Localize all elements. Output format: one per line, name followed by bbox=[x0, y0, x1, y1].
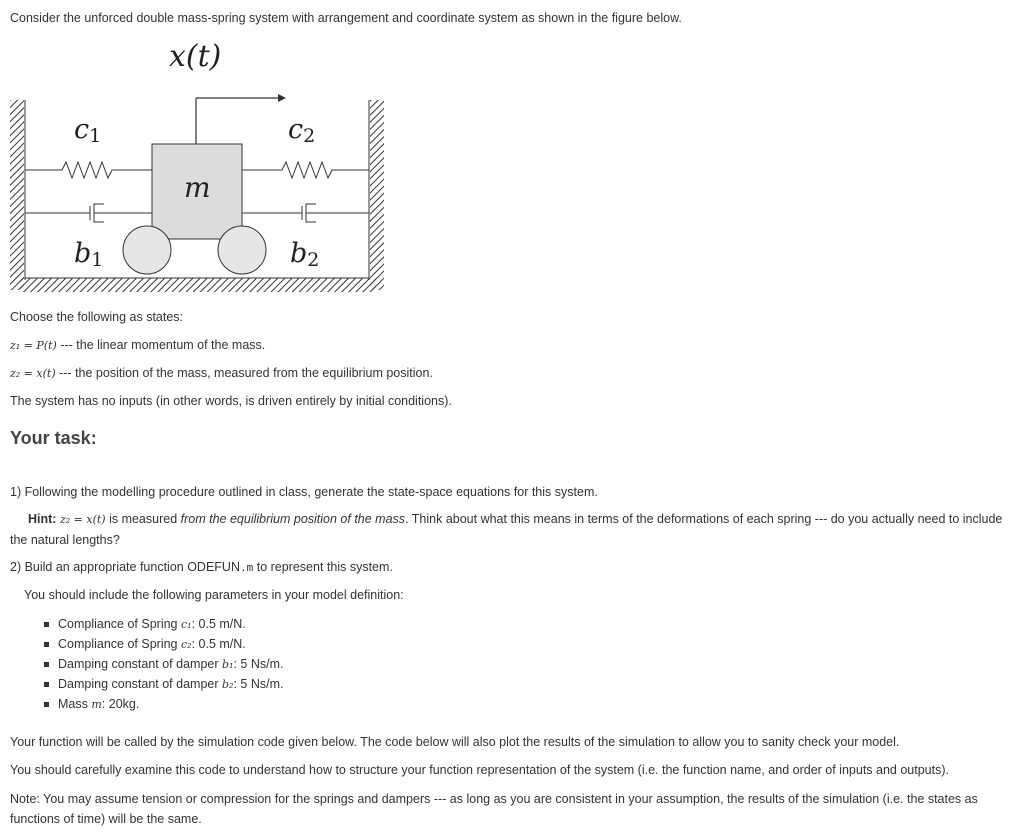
intro-text: Consider the unforced double mass-spring system with arrangement and coordinate system as shown in the figure below. bbox=[10, 11, 682, 25]
mass-spring-figure bbox=[0, 32, 400, 297]
hint-emphasis: from the equilibrium position of the mass bbox=[180, 512, 406, 526]
state-1-text: --- the linear momentum of the mass. bbox=[60, 338, 266, 352]
x-label: x(t) bbox=[169, 39, 222, 74]
hint-paragraph bbox=[10, 509, 1010, 550]
paragraph-examine: You should carefully examine this code to understand how to structure your function representation of the system (i.e. the function name, and order of inputs and outputs). bbox=[10, 763, 949, 777]
hint-math: z₂ = x(t) bbox=[59, 513, 106, 526]
state-1-math: z₁ = P(t) bbox=[10, 339, 57, 352]
step-2-code: .m bbox=[239, 561, 254, 574]
b2-label: b2 bbox=[290, 238, 320, 271]
damper-b1 bbox=[25, 204, 152, 222]
right-wall bbox=[370, 100, 384, 290]
c2-label: c2 bbox=[288, 114, 316, 147]
step-2-pre: 2) Build an appropriate function ODEFUN bbox=[10, 560, 240, 574]
no-inputs-text: The system has no inputs (in other words, is driven entirely by initial conditions). bbox=[10, 394, 452, 408]
right-wheel bbox=[218, 226, 266, 274]
hint-label: Hint: bbox=[28, 512, 57, 526]
left-wall bbox=[10, 100, 24, 290]
paragraph-note: Note: You may assume tension or compression for the springs and dampers --- as long as you are consistent in your assumption, the results of the simulation (i.e. the states as functions of time) will be the same. bbox=[10, 792, 978, 826]
mass-label: m bbox=[184, 171, 211, 204]
list-item: Compliance of Spring c₁: 0.5 m/N. bbox=[44, 614, 283, 634]
step-1: 1) Following the modelling procedure outlined in class, generate the state-space equations for this system. bbox=[10, 485, 598, 499]
task-heading: Your task: bbox=[10, 428, 97, 448]
state-2-text: --- the position of the mass, measured from the equilibrium position. bbox=[59, 366, 433, 380]
list-item: Damping constant of damper b₂: 5 Ns/m. bbox=[44, 674, 283, 694]
paragraph-simulation: Your function will be called by the simulation code given below. The code below will also plot the results of the simulation to allow you to sanity check your model. bbox=[10, 735, 900, 749]
spring-c1 bbox=[25, 162, 152, 178]
b1-label: b1 bbox=[74, 238, 104, 271]
step-2-post: to represent this system. bbox=[256, 560, 393, 574]
left-wheel bbox=[123, 226, 171, 274]
states-intro: Choose the following as states: bbox=[10, 310, 184, 324]
ground bbox=[20, 278, 376, 292]
state-1 bbox=[10, 338, 265, 352]
hint-text-2: . Think about what this means in terms of the deformations of each spring --- do you actually need to include the natural lengths? bbox=[10, 512, 1003, 547]
list-item: Compliance of Spring c₂: 0.5 m/N. bbox=[44, 634, 283, 654]
list-item: Mass m: 20kg. bbox=[44, 694, 283, 714]
c1-label: c1 bbox=[74, 114, 102, 147]
params-list bbox=[44, 614, 283, 714]
params-intro: You should include the following parameters in your model definition: bbox=[24, 588, 404, 602]
state-2-math: z₂ = x(t) bbox=[10, 367, 56, 380]
hint-text-1: is measured bbox=[109, 512, 178, 526]
step-2 bbox=[10, 560, 393, 574]
damper-b2 bbox=[242, 204, 369, 222]
list-item: Damping constant of damper b₁: 5 Ns/m. bbox=[44, 654, 283, 674]
state-2 bbox=[10, 366, 433, 380]
spring-c2 bbox=[242, 162, 369, 178]
